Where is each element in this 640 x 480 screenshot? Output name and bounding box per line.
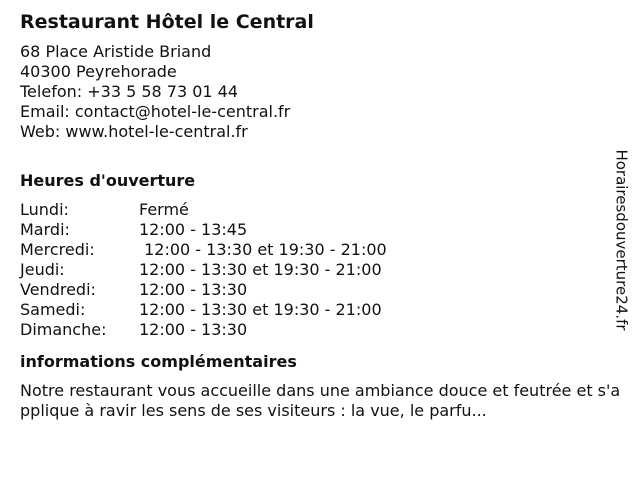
day-label: Jeudi: xyxy=(20,260,65,279)
phone-number: Telefon: +33 5 58 73 01 44 xyxy=(20,82,239,101)
additional-info-heading: informations complémentaires xyxy=(20,352,297,371)
watermark-text: Horairesdouverture24.fr xyxy=(613,149,632,331)
day-label: Dimanche: xyxy=(20,320,107,339)
hours-value: 12:00 - 13:30 et 19:30 - 21:00 xyxy=(139,260,382,279)
address-line-2: 40300 Peyrehorade xyxy=(20,62,177,81)
hours-row-monday xyxy=(20,200,387,220)
address-line-1: 68 Place Aristide Briand xyxy=(20,42,212,61)
hours-heading: Heures d'ouverture xyxy=(20,171,196,190)
hours-value: 12:00 - 13:30 et 19:30 - 21:00 xyxy=(139,300,382,319)
restaurant-name: Restaurant Hôtel le Central xyxy=(20,11,314,33)
hours-row-sunday xyxy=(20,320,387,340)
email-address: Email: contact@hotel-le-central.fr xyxy=(20,102,291,121)
hours-row-tuesday xyxy=(20,220,387,240)
additional-info-text: Notre restaurant vous accueille dans une ambiance douce et feutrée et s'applique à ravir les sens de ses visiteurs : la vue, le parfu... xyxy=(20,381,621,420)
day-label: Vendredi: xyxy=(20,280,96,299)
hours-value: Fermé xyxy=(139,200,189,219)
website-address: Web: www.hotel-le-central.fr xyxy=(20,122,248,141)
day-label: Samedi: xyxy=(20,300,86,319)
hours-value: 12:00 - 13:30 xyxy=(139,280,248,299)
hours-value: 12:00 - 13:30 et 19:30 - 21:00 xyxy=(139,240,387,259)
hours-value: 12:00 - 13:30 xyxy=(139,320,248,339)
hours-row-wednesday xyxy=(20,240,387,260)
hours-value: 12:00 - 13:45 xyxy=(139,220,248,239)
day-label: Mardi: xyxy=(20,220,70,239)
hours-row-saturday xyxy=(20,300,387,320)
restaurant-card xyxy=(20,10,620,421)
hours-row-thursday xyxy=(20,260,387,280)
watermark-vertical xyxy=(612,134,632,346)
day-label: Mercredi: xyxy=(20,240,95,259)
day-label: Lundi: xyxy=(20,200,69,219)
contact-block xyxy=(20,42,620,142)
hours-row-friday xyxy=(20,280,387,300)
opening-hours-table xyxy=(20,200,387,340)
